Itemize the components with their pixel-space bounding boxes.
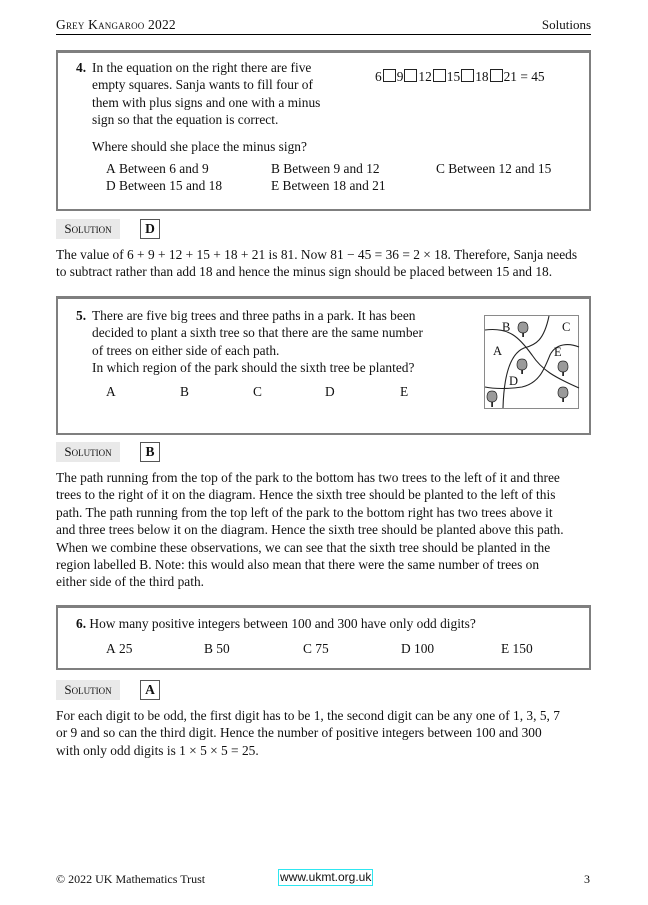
equation-term: 9 [396,69,404,84]
question-line: In the equation on the right there are five [92,60,312,75]
solution-line: path. The path running from the top left of the park to the bottom right has two trees above it [56,504,553,520]
question-line: empty squares. Sanja wants to fill four of [92,77,313,93]
question-4-text [76,59,346,155]
solution-label: Solution [56,680,120,700]
answer-options [58,160,589,200]
answer-options [58,383,478,403]
solution-5-text [56,469,592,591]
option-letter: A [106,384,116,399]
section-title: Solutions [541,17,591,32]
question-line: How many positive integers between 100 and 300 have only odd digits? [89,616,476,631]
equation-term: 18 [475,69,489,84]
solution-4-text [56,246,592,281]
question-6-text [76,615,476,632]
option-letter: E [271,178,280,193]
option-letter: D [325,384,335,399]
option-text: Between 15 and 18 [119,178,223,193]
solution-line: and three trees below it on the diagram. Hence the sixth tree should be planted above this path. [56,522,564,538]
question-4-box [56,50,591,211]
answer-options [58,640,589,660]
region-label-e: E [554,345,562,359]
equation [375,68,545,85]
question-line: decided to plant a sixth tree so that there are the same number [92,325,423,341]
option-a[interactable] [106,383,116,400]
option-letter: E [501,641,510,656]
solution-line: trees to the right of it on the diagram. Hence the sixth tree should be planted to the left of this [56,487,556,503]
option-text: Between 12 and 15 [448,161,552,176]
option-e[interactable] [400,383,408,400]
option-letter: C [303,641,312,656]
solution-line: or 9 and so can the third digit. Hence the number of positive integers between 100 and 300 [56,725,542,741]
region-label-d: D [509,374,519,388]
empty-square-icon [461,69,474,82]
option-text: Between 18 and 21 [282,178,386,193]
option-a[interactable] [106,640,132,657]
option-d[interactable] [106,177,222,194]
question-5-box [56,296,591,435]
region-label-a: A [493,344,503,358]
solution-answer-badge: B [140,442,160,462]
question-prompt: Where should she place the minus sign? [92,138,307,154]
solution-line: The value of 6 + 9 + 12 + 15 + 18 + 21 is 81. Now 81 − 45 = 36 = 2 × 18. Therefore, Sanja needs [56,247,578,262]
option-letter: A [106,641,116,656]
document-title: Grey Kangaroo 2022 [56,17,176,32]
solution-line: When we combine these observations, we can see that the sixth tree should be planted in the [56,539,551,555]
question-number: 5. [76,308,87,323]
region-label-b: B [502,320,511,334]
option-text: 100 [414,641,435,656]
region-label-c: C [562,320,571,334]
option-text: 75 [315,641,329,656]
option-text: 150 [512,641,533,656]
option-text: 25 [119,641,133,656]
option-b[interactable] [204,640,230,657]
option-a[interactable] [106,160,209,177]
equation-term: 15 [446,69,461,84]
question-line: sign so that the equation is correct. [92,112,279,128]
option-letter: B [271,161,280,176]
option-letter: E [400,384,409,399]
solution-line: region labelled B. Note: this would also mean that there were the same number of trees on [56,557,540,573]
option-d[interactable] [325,383,335,400]
question-number: 4. [76,60,87,75]
option-e[interactable] [271,177,386,194]
empty-square-icon [404,69,417,82]
solution-label: Solution [56,442,120,462]
option-b[interactable] [271,160,380,177]
question-line: of trees on either side of each path. [92,342,280,358]
solution-line: to subtract rather than add 18 and hence the minus sign should be placed between 15 and 18. [56,264,553,280]
solution-label: Solution [56,219,120,239]
option-c[interactable] [436,160,551,177]
option-text: Between 9 and 12 [283,161,380,176]
option-e[interactable] [501,640,533,657]
option-text: 50 [216,641,230,656]
question-line: In which region of the park should the sixth tree be planted? [92,360,415,376]
park-diagram [484,315,580,411]
solution-answer-badge: D [140,219,160,239]
equation-term: 12 [418,69,432,84]
solution-line: The path running from the top of the park to the bottom has two trees to the left of it and three [56,470,560,485]
solution-line: with only odd digits is 1 × 5 × 5 = 25. [56,742,259,758]
solution-6-text [56,707,592,759]
option-letter: B [180,384,189,399]
ukmt-website-link[interactable]: www.ukmt.org.uk [280,870,372,884]
option-letter: C [436,161,445,176]
equation-result: = 45 [520,69,545,84]
option-d[interactable] [401,640,434,657]
solution-line: For each digit to be odd, the first digit has to be 1, the second digit can be any one of 1, 3, 5, 7 [56,708,560,723]
equation-term: 6 [375,69,382,84]
solution-line: either side of the third path. [56,574,204,590]
page-number: 3 [584,872,590,886]
empty-square-icon [383,69,396,82]
empty-square-icon [433,69,446,82]
option-b[interactable] [180,383,189,400]
empty-square-icon [490,69,503,82]
solution-answer-badge: A [140,680,160,700]
option-letter: D [106,178,116,193]
question-6-box [56,605,591,670]
option-letter: A [106,161,116,176]
option-c[interactable] [253,383,262,400]
option-letter: D [401,641,411,656]
option-c[interactable] [303,640,329,657]
equation-term: 21 [503,69,517,84]
question-line: There are five big trees and three paths in a park. It has been [92,308,416,323]
question-line: them with plus signs and one with a minus [92,94,321,110]
option-text: Between 6 and 9 [119,161,209,176]
question-number: 6. [76,616,87,631]
question-5-text [76,307,466,377]
option-letter: B [204,641,213,656]
copyright: © 2022 UK Mathematics Trust [56,872,206,886]
option-letter: C [253,384,262,399]
page-header [56,14,591,35]
